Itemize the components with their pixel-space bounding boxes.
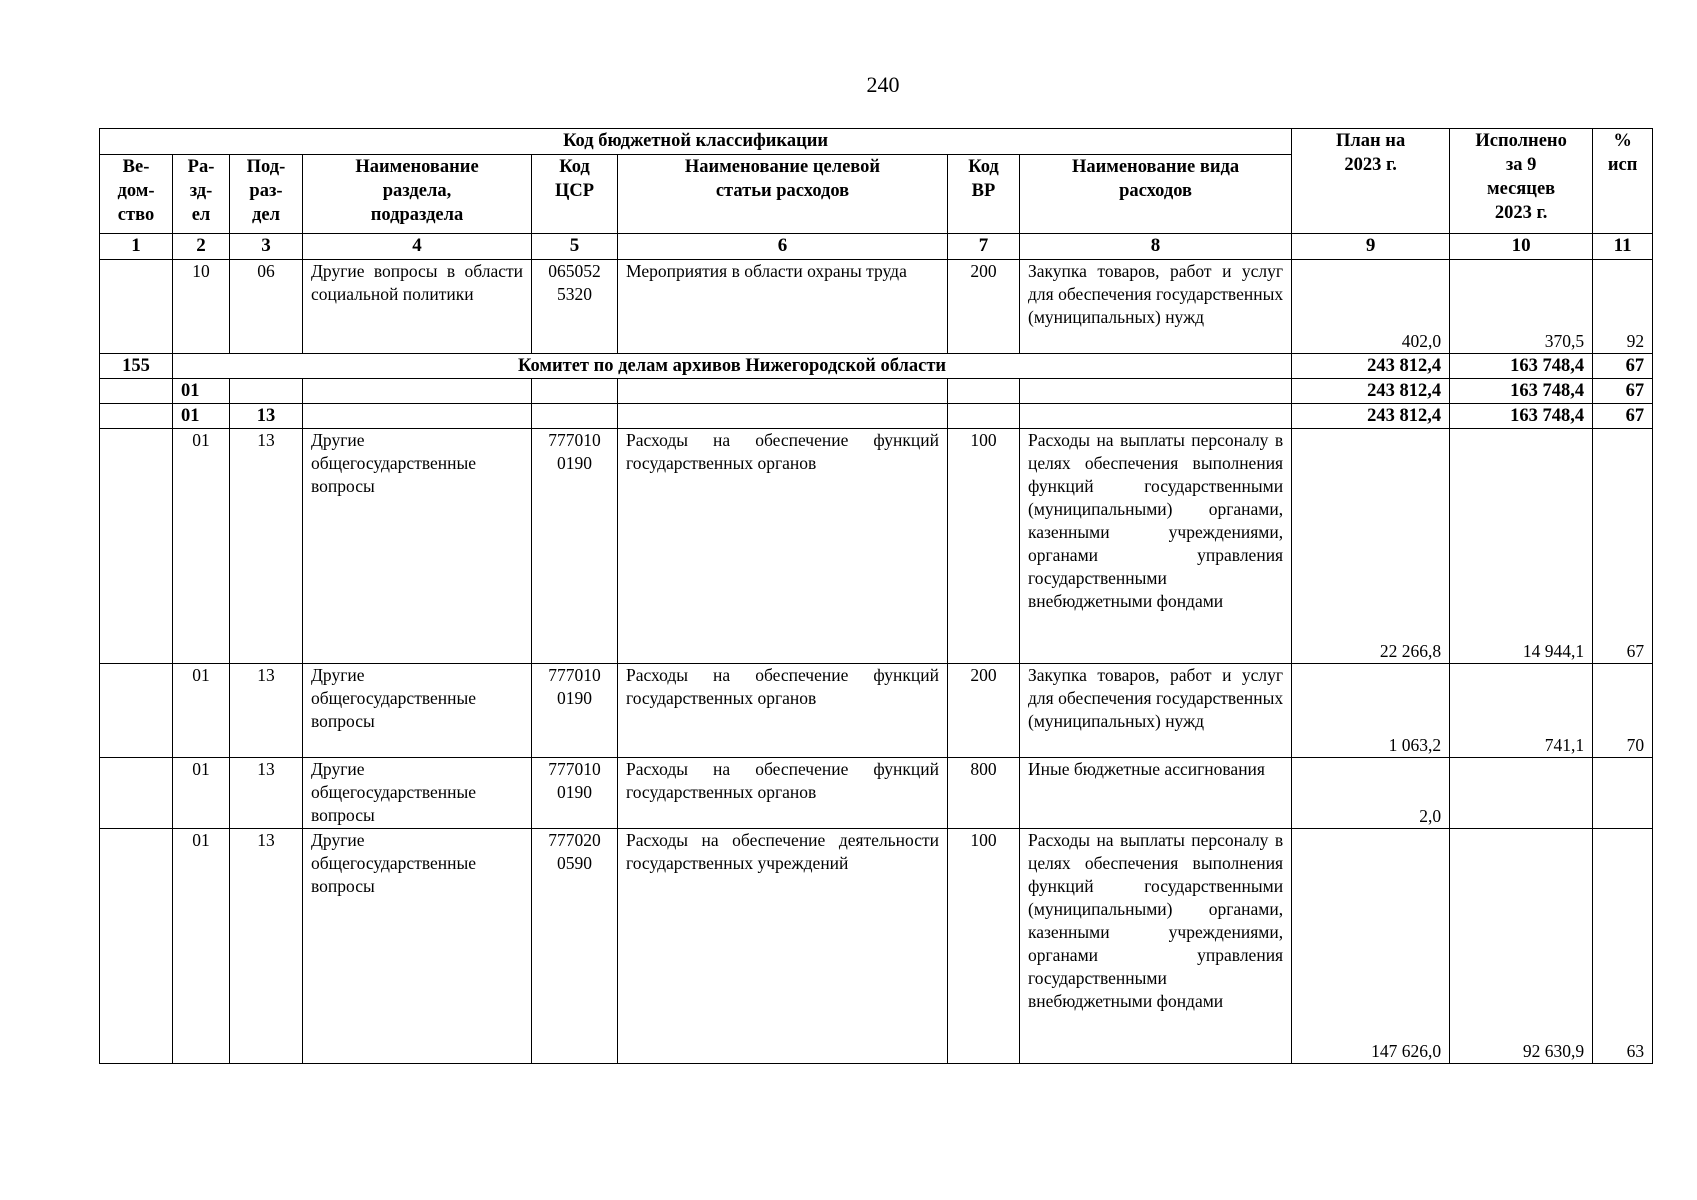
cell-pct: 70 <box>1593 664 1653 758</box>
cell-done: 163 748,4 <box>1450 404 1593 429</box>
cell-empty <box>948 404 1020 429</box>
cell-podrazdel: 13 <box>230 758 303 829</box>
cell-razdel: 01 <box>173 664 230 758</box>
cell-csr-name: Мероприятия в области охраны труда <box>618 260 948 354</box>
header-col-5: Код ЦСР <box>532 155 618 234</box>
cell-plan: 243 812,4 <box>1292 354 1450 379</box>
cell-vr: 200 <box>948 664 1020 758</box>
budget-table <box>99 128 1653 1064</box>
cell-pct: 67 <box>1593 404 1653 429</box>
cell-plan: 2,0 <box>1292 758 1450 829</box>
cell-razdel: 01 <box>173 429 230 664</box>
table-row <box>100 429 1653 664</box>
col-number: 7 <box>948 234 1020 260</box>
header-col-6: Наименование целевой статьи расходов <box>618 155 948 234</box>
col-number: 5 <box>532 234 618 260</box>
cell-csr-name: Расходы на обеспечение функций государственных органов <box>618 429 948 664</box>
cell-done: 92 630,9 <box>1450 829 1593 1064</box>
cell-csr: 777020 0590 <box>532 829 618 1064</box>
table-row <box>100 758 1653 829</box>
cell-razdel: 10 <box>173 260 230 354</box>
cell-done: 370,5 <box>1450 260 1593 354</box>
cell-plan: 243 812,4 <box>1292 404 1450 429</box>
header-col-9: План на 2023 г. <box>1292 129 1450 234</box>
cell-committee-title: Комитет по делам архивов Нижегородской области <box>173 354 1292 379</box>
cell-csr-name: Расходы на обеспечение функций государственных органов <box>618 664 948 758</box>
cell-razdel-name: Другие общегосударственные вопросы <box>303 758 532 829</box>
cell-razdel: 01 <box>173 829 230 1064</box>
cell-podrazdel: 13 <box>230 429 303 664</box>
col-number: 6 <box>618 234 948 260</box>
cell-vr-name: Иные бюджетные ассигнования <box>1020 758 1292 829</box>
cell-empty <box>948 379 1020 404</box>
cell-podrazdel: 13 <box>230 829 303 1064</box>
cell-vr: 800 <box>948 758 1020 829</box>
cell-plan: 402,0 <box>1292 260 1450 354</box>
cell-vr-name: Закупка товаров, работ и услуг для обеспечения государственных (муниципальных) нужд <box>1020 664 1292 758</box>
cell-done: 741,1 <box>1450 664 1593 758</box>
cell-done: 14 944,1 <box>1450 429 1593 664</box>
cell-vr-name: Расходы на выплаты персоналу в целях обеспечения выполнения функций государственными (муниципальными) органами, казенными учреждениями, органами управления государственными внебюджетными фондами <box>1020 429 1292 664</box>
cell-ved <box>100 758 173 829</box>
header-col-8: Наименование вида расходов <box>1020 155 1292 234</box>
table-row <box>100 829 1653 1064</box>
cell-csr: 777010 0190 <box>532 758 618 829</box>
header-col-10: Исполнено за 9 месяцев 2023 г. <box>1450 129 1593 234</box>
cell-pct: 63 <box>1593 829 1653 1064</box>
header-group-row <box>100 129 1653 155</box>
cell-empty <box>618 379 948 404</box>
cell-csr: 777010 0190 <box>532 429 618 664</box>
cell-pct: 67 <box>1593 429 1653 664</box>
col-number: 1 <box>100 234 173 260</box>
cell-ved <box>100 404 173 429</box>
cell-empty <box>532 379 618 404</box>
cell-ved <box>100 260 173 354</box>
cell-pct: 92 <box>1593 260 1653 354</box>
cell-razdel-name: Другие общегосударственные вопросы <box>303 829 532 1064</box>
cell-ved <box>100 429 173 664</box>
col-number: 10 <box>1450 234 1593 260</box>
col-number: 11 <box>1593 234 1653 260</box>
cell-csr: 065052 5320 <box>532 260 618 354</box>
col-number: 8 <box>1020 234 1292 260</box>
header-col-3: Под- раз- дел <box>230 155 303 234</box>
cell-empty <box>1020 404 1292 429</box>
cell-empty <box>618 404 948 429</box>
cell-podrazdel: 13 <box>230 404 303 429</box>
cell-razdel-name: Другие общегосударственные вопросы <box>303 429 532 664</box>
col-number: 4 <box>303 234 532 260</box>
cell-vr-name: Закупка товаров, работ и услуг для обеспечения государственных (муниципальных) нужд <box>1020 260 1292 354</box>
cell-empty <box>532 404 618 429</box>
cell-ved <box>100 829 173 1064</box>
cell-razdel: 01 <box>173 758 230 829</box>
header-col-7: Код ВР <box>948 155 1020 234</box>
cell-podrazdel <box>230 379 303 404</box>
cell-empty <box>303 379 532 404</box>
cell-razdel-name: Другие общегосударственные вопросы <box>303 664 532 758</box>
cell-razdel: 01 <box>173 404 230 429</box>
cell-done: 163 748,4 <box>1450 354 1593 379</box>
header-col-1: Ве- дом- ство <box>100 155 173 234</box>
header-col-4: Наименование раздела, подраздела <box>303 155 532 234</box>
table-row-subtotal <box>100 379 1653 404</box>
cell-csr-name: Расходы на обеспечение деятельности государственных учреждений <box>618 829 948 1064</box>
cell-razdel-name: Другие вопросы в области социальной политики <box>303 260 532 354</box>
cell-pct: 67 <box>1593 354 1653 379</box>
cell-podrazdel: 13 <box>230 664 303 758</box>
cell-pct: 67 <box>1593 379 1653 404</box>
col-number: 3 <box>230 234 303 260</box>
table-row-committee <box>100 354 1653 379</box>
cell-done <box>1450 758 1593 829</box>
cell-plan: 22 266,8 <box>1292 429 1450 664</box>
cell-vr-name: Расходы на выплаты персоналу в целях обеспечения выполнения функций государственными (муниципальными) органами, казенными учреждениями, органами управления государственными внебюджетными фондами <box>1020 829 1292 1064</box>
header-group-cell: Код бюджетной классификации <box>100 129 1292 155</box>
page-number: 240 <box>866 72 900 97</box>
cell-csr: 777010 0190 <box>532 664 618 758</box>
table-row <box>100 260 1653 354</box>
cell-plan: 243 812,4 <box>1292 379 1450 404</box>
cell-ved <box>100 664 173 758</box>
cell-ved <box>100 379 173 404</box>
cell-ved: 155 <box>100 354 173 379</box>
table-row-subtotal <box>100 404 1653 429</box>
cell-plan: 147 626,0 <box>1292 829 1450 1064</box>
table-row <box>100 664 1653 758</box>
header-col-2: Ра- зд- ел <box>173 155 230 234</box>
cell-vr: 100 <box>948 429 1020 664</box>
cell-pct <box>1593 758 1653 829</box>
cell-vr: 100 <box>948 829 1020 1064</box>
cell-plan: 1 063,2 <box>1292 664 1450 758</box>
cell-done: 163 748,4 <box>1450 379 1593 404</box>
cell-vr: 200 <box>948 260 1020 354</box>
cell-podrazdel: 06 <box>230 260 303 354</box>
column-number-row <box>100 234 1653 260</box>
col-number: 2 <box>173 234 230 260</box>
cell-empty <box>1020 379 1292 404</box>
cell-razdel: 01 <box>173 379 230 404</box>
cell-empty <box>303 404 532 429</box>
col-number: 9 <box>1292 234 1450 260</box>
header-col-11: % исп <box>1593 129 1653 234</box>
cell-csr-name: Расходы на обеспечение функций государственных органов <box>618 758 948 829</box>
